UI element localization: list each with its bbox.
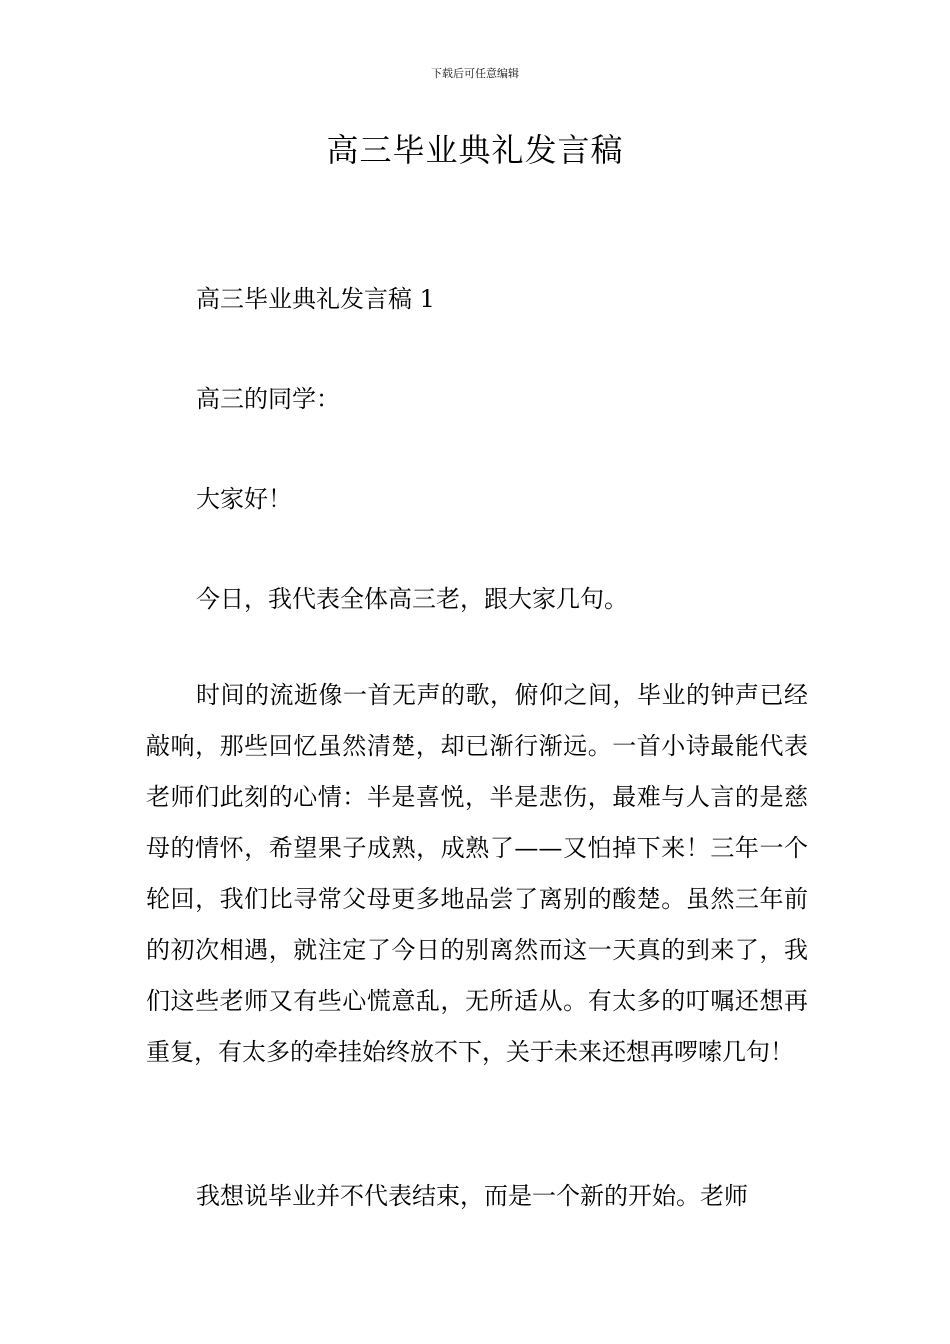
greeting: 大家好！ bbox=[196, 485, 292, 513]
body-paragraph-2: 我想说毕业并不代表结束，而是一个新的开始。老师 bbox=[196, 1182, 748, 1210]
salutation: 高三的同学： bbox=[196, 385, 340, 413]
section-heading: 高三毕业典礼发言稿 1 bbox=[196, 285, 435, 313]
document-title: 高三毕业典礼发言稿 bbox=[326, 131, 624, 169]
header-note: 下载后可任意编辑 bbox=[431, 67, 519, 80]
body-paragraph-1 bbox=[146, 670, 808, 1078]
intro-line: 今日，我代表全体高三老，跟大家几句。 bbox=[196, 585, 628, 613]
paragraph-text: 时间的流逝像一首无声的歌，俯仰之间，毕业的钟声已经敲响，那些回忆虽然清楚，却已渐行渐远。一首小诗最能代表老师们此刻的心情：半是喜悦，半是悲伤，最难与人言的是慈母的情怀，希望果子成熟，成熟了——又怕掉下来！三年一个轮回，我们比寻常父母更多地品尝了离别的酸楚。虽然三年前的初次相遇，就注定了今日的别离然而这一天真的到来了，我们这些老师又有些心慌意乱，无所适从。有太多的叮嘱还想再重复，有太多的牵挂始终放不下，关于未来还想再啰嗦几句！ bbox=[146, 681, 808, 1066]
